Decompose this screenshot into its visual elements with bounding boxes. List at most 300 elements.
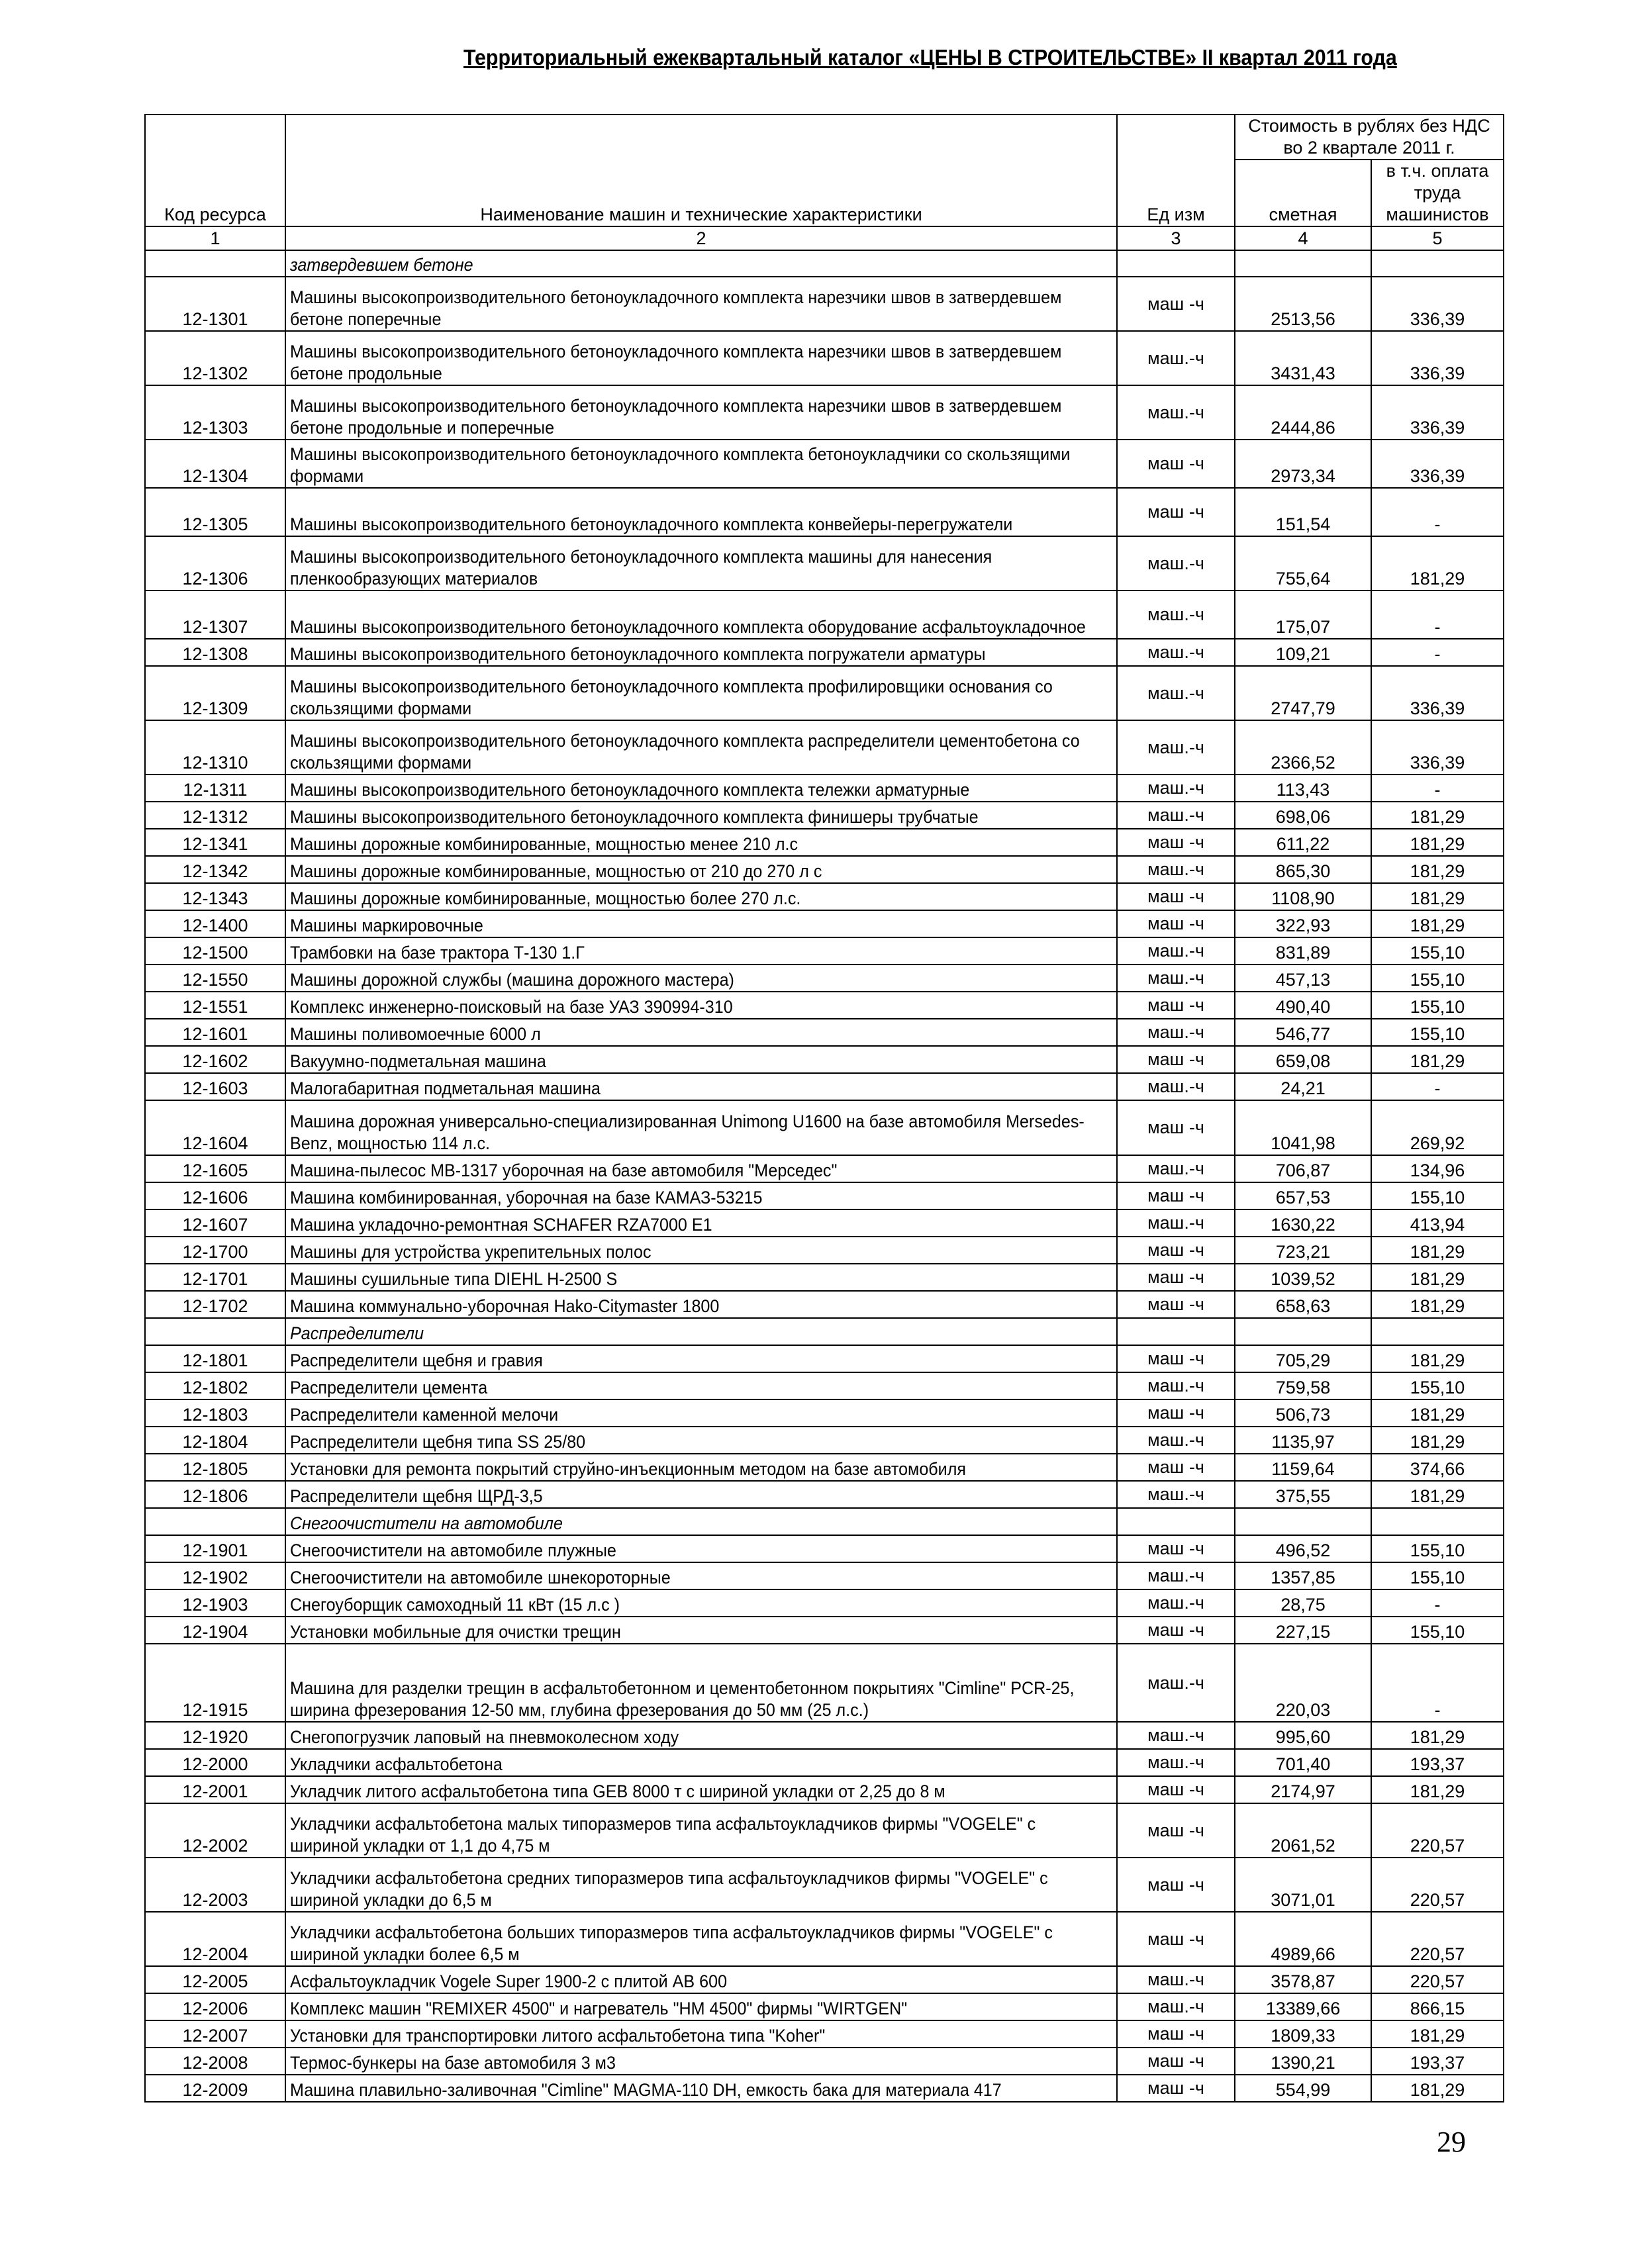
operator-labor-cost: 181,29 [1371, 2075, 1504, 2102]
machine-name-text: Машины дорожные комбинированные, мощностью менее 210 л.с [290, 834, 798, 854]
operator-labor-cost: 181,29 [1371, 1722, 1504, 1749]
table-row [145, 1776, 1504, 1803]
col-header-labor: в т.ч. оплата труда машинистов [1371, 160, 1504, 226]
machine-name [285, 666, 1117, 720]
resource-code: 12-1803 [145, 1399, 285, 1427]
machine-name-text: Комплекс инженерно-поисковый на базе УАЗ 390994-310 [290, 997, 733, 1017]
table-row [145, 937, 1504, 965]
machine-name [285, 1399, 1117, 1427]
estimated-cost: 490,40 [1235, 992, 1371, 1019]
table-row [145, 1993, 1504, 2020]
col-number: 3 [1117, 226, 1235, 250]
resource-code: 12-1915 [145, 1644, 285, 1722]
unit-of-measure: маш -ч [1117, 1100, 1235, 1155]
estimated-cost: 865,30 [1235, 856, 1371, 883]
machine-name [285, 1589, 1117, 1617]
machine-name-text: Машины высокопроизводительного бетоноукладочного комплекта конвейеры-перегружатели [290, 514, 1013, 534]
estimated-cost [1235, 250, 1371, 277]
unit-of-measure: маш.-ч [1117, 720, 1235, 775]
machine-name-text: Укладчики асфальтобетона средних типоразмеров типа асфальтоукладчиков фирмы "VOGELE" с шириной укладки до 6,5 м [290, 1868, 1048, 1910]
unit-of-measure: маш.-ч [1117, 1155, 1235, 1182]
estimated-cost: 2366,52 [1235, 720, 1371, 775]
operator-labor-cost [1371, 1318, 1504, 1345]
resource-code: 12-1312 [145, 802, 285, 829]
operator-labor-cost: 181,29 [1371, 802, 1504, 829]
unit-of-measure: маш -ч [1117, 992, 1235, 1019]
machine-name [285, 1508, 1117, 1535]
resource-code: 12-2003 [145, 1858, 285, 1912]
machine-name-text: Машина для разделки трещин в асфальтобетонном и цементобетонном покрытиях "Cimline" PCR-25, ширина фрезерования 12-50 мм, глубина фрезерования до 50 мм (25 л.с.) [290, 1678, 1075, 1720]
machine-name-text: затвердевшем бетоне [290, 255, 473, 275]
table-row [145, 1345, 1504, 1372]
estimated-cost: 2444,86 [1235, 385, 1371, 440]
estimated-cost: 701,40 [1235, 1749, 1371, 1776]
unit-of-measure: маш.-ч [1117, 385, 1235, 440]
operator-labor-cost: 155,10 [1371, 1617, 1504, 1644]
machine-name-text: Снегоочистители на автомобиле шнекороторные [290, 1568, 671, 1587]
resource-code: 12-1303 [145, 385, 285, 440]
machine-name-text: Машины высокопроизводительного бетоноукладочного комплекта бетоноукладчики со скользящими формами [290, 444, 1071, 486]
operator-labor-cost: 336,39 [1371, 331, 1504, 385]
machine-name [285, 440, 1117, 488]
table-row [145, 720, 1504, 775]
machine-name [285, 1209, 1117, 1237]
resource-code: 12-1310 [145, 720, 285, 775]
table-row [145, 1562, 1504, 1589]
operator-labor-cost: 336,39 [1371, 385, 1504, 440]
operator-labor-cost: 193,37 [1371, 1749, 1504, 1776]
machine-name [285, 639, 1117, 666]
catalog-header: Территориальный ежеквартальный каталог «ЦЕНЫ В СТРОИТЕЛЬСТВЕ» II квартал 2011 года [463, 45, 1397, 70]
estimated-cost: 227,15 [1235, 1617, 1371, 1644]
estimated-cost: 496,52 [1235, 1535, 1371, 1562]
machine-name-text: Снегоочистители на автомобиле [290, 1513, 563, 1533]
unit-of-measure: маш.-ч [1117, 965, 1235, 992]
machine-name-text: Машины для устройства укрепительных полос [290, 1242, 652, 1262]
estimated-cost: 2174,97 [1235, 1776, 1371, 1803]
machine-name-text: Машины высокопроизводительного бетоноукладочного комплекта профилировщики основания со скользящими формами [290, 677, 1053, 718]
resource-code: 12-2008 [145, 2048, 285, 2075]
machine-name-text: Распределители каменной мелочи [290, 1405, 559, 1425]
machine-name [285, 1481, 1117, 1508]
resource-code: 12-1308 [145, 639, 285, 666]
resource-code: 12-1605 [145, 1155, 285, 1182]
resource-code: 12-1903 [145, 1589, 285, 1617]
unit-of-measure: маш.-ч [1117, 1209, 1235, 1237]
machine-name-text: Машины высокопроизводительного бетоноукладочного комплекта оборудование асфальтоукладочное [290, 617, 1086, 637]
table-row [145, 1858, 1504, 1912]
table-row [145, 1803, 1504, 1858]
machine-name [285, 1345, 1117, 1372]
estimated-cost: 759,58 [1235, 1372, 1371, 1399]
machine-name [285, 1644, 1117, 1722]
operator-labor-cost: 155,10 [1371, 1372, 1504, 1399]
table-row [145, 1209, 1504, 1237]
estimated-cost: 2513,56 [1235, 277, 1371, 331]
machine-name-text: Машины высокопроизводительного бетоноукладочного комплекта нарезчики швов в затвердевшем бетоне поперечные [290, 287, 1062, 329]
estimated-cost: 546,77 [1235, 1019, 1371, 1046]
resource-code: 12-1904 [145, 1617, 285, 1644]
resource-code: 12-1302 [145, 331, 285, 385]
table-row [145, 488, 1504, 536]
operator-labor-cost: 181,29 [1371, 1237, 1504, 1264]
resource-code: 12-1341 [145, 829, 285, 856]
operator-labor-cost: - [1371, 1644, 1504, 1722]
operator-labor-cost: 155,10 [1371, 1562, 1504, 1589]
resource-code: 12-2005 [145, 1966, 285, 1993]
machine-name [285, 1776, 1117, 1803]
unit-of-measure [1117, 1318, 1235, 1345]
machine-name [285, 1019, 1117, 1046]
estimated-cost: 28,75 [1235, 1589, 1371, 1617]
machine-name [285, 1291, 1117, 1318]
unit-of-measure: маш -ч [1117, 2020, 1235, 2048]
machine-name-text: Асфальтоукладчик Vogele Super 1900-2 с плитой АВ 600 [290, 1971, 728, 1991]
resource-code [145, 250, 285, 277]
estimated-cost: 3431,43 [1235, 331, 1371, 385]
resource-code: 12-1701 [145, 1264, 285, 1291]
table-row [145, 440, 1504, 488]
machine-name [285, 1046, 1117, 1073]
machine-name-text: Снегоуборщик самоходный 11 кВт (15 л.с ) [290, 1595, 620, 1615]
table-row [145, 1644, 1504, 1722]
machine-name-text: Снегопогрузчик лаповый на пневмоколесном ходу [290, 1727, 679, 1747]
resource-code: 12-1606 [145, 1182, 285, 1209]
col-number: 2 [285, 226, 1117, 250]
col-header-estimate: сметная [1235, 160, 1371, 226]
machine-name-text: Машины высокопроизводительного бетоноукладочного комплекта финишеры трубчатые [290, 807, 979, 827]
operator-labor-cost: 336,39 [1371, 720, 1504, 775]
estimated-cost: 1390,21 [1235, 2048, 1371, 2075]
operator-labor-cost: 181,29 [1371, 1046, 1504, 1073]
operator-labor-cost: 181,29 [1371, 1481, 1504, 1508]
resource-code: 12-2009 [145, 2075, 285, 2102]
machine-name [285, 1993, 1117, 2020]
operator-labor-cost: 181,29 [1371, 856, 1504, 883]
operator-labor-cost: - [1371, 488, 1504, 536]
unit-of-measure: маш -ч [1117, 1264, 1235, 1291]
operator-labor-cost: 155,10 [1371, 992, 1504, 1019]
resource-code: 12-1603 [145, 1073, 285, 1100]
machine-name-text: Установки для транспортировки литого асфальтобетона типа "Koher" [290, 2026, 826, 2046]
operator-labor-cost: 155,10 [1371, 1535, 1504, 1562]
machine-name-text: Машина-пылесос МВ-1317 уборочная на базе автомобиля "Мерседес" [290, 1160, 838, 1180]
machine-name-text: Машина коммунально-уборочная Hako-Citymaster 1800 [290, 1296, 720, 1316]
unit-of-measure [1117, 250, 1235, 277]
machine-name [285, 1372, 1117, 1399]
table-row [145, 992, 1504, 1019]
machine-name [285, 1182, 1117, 1209]
operator-labor-cost: 155,10 [1371, 1019, 1504, 1046]
machine-name [285, 1100, 1117, 1155]
resource-code: 12-1342 [145, 856, 285, 883]
unit-of-measure: маш.-ч [1117, 1644, 1235, 1722]
page-number: 29 [1437, 2126, 1466, 2158]
estimated-cost: 322,93 [1235, 910, 1371, 937]
unit-of-measure: маш -ч [1117, 910, 1235, 937]
resource-code: 12-1604 [145, 1100, 285, 1155]
price-table [144, 114, 1504, 2103]
machine-name-text: Машины высокопроизводительного бетоноукладочного комплекта нарезчики швов в затвердевшем бетоне продольные и поперечные [290, 396, 1062, 438]
table-row [145, 829, 1504, 856]
estimated-cost: 706,87 [1235, 1155, 1371, 1182]
machine-name [285, 856, 1117, 883]
machine-name-text: Машина укладочно-ремонтная SCHAFER RZA7000 E1 [290, 1215, 712, 1235]
operator-labor-cost: 220,57 [1371, 1912, 1504, 1966]
col-header-unit: Ед изм [1117, 115, 1235, 226]
estimated-cost: 658,63 [1235, 1291, 1371, 1318]
unit-of-measure: маш -ч [1117, 1182, 1235, 1209]
resource-code [145, 1508, 285, 1535]
machine-name [285, 1237, 1117, 1264]
resource-code: 12-1806 [145, 1481, 285, 1508]
machine-name-text: Машины высокопроизводительного бетоноукладочного комплекта погружатели арматуры [290, 644, 986, 664]
machine-name [285, 2075, 1117, 2102]
resource-code: 12-1309 [145, 666, 285, 720]
unit-of-measure: маш.-ч [1117, 331, 1235, 385]
machine-name-text: Укладчики асфальтобетона малых типоразмеров типа асфальтоукладчиков фирмы "VOGELE" с шириной укладки от 1,1 до 4,75 м [290, 1814, 1036, 1856]
table-row [145, 2075, 1504, 2102]
resource-code: 12-2007 [145, 2020, 285, 2048]
estimated-cost: 657,53 [1235, 1182, 1371, 1209]
table-row [145, 1046, 1504, 1073]
table-row [145, 1535, 1504, 1562]
machine-name [285, 331, 1117, 385]
machine-name [285, 1073, 1117, 1100]
unit-of-measure: маш.-ч [1117, 775, 1235, 802]
resource-code: 12-1702 [145, 1291, 285, 1318]
estimated-cost: 24,21 [1235, 1073, 1371, 1100]
unit-of-measure: маш -ч [1117, 2075, 1235, 2102]
machine-name [285, 775, 1117, 802]
operator-labor-cost: 181,29 [1371, 2020, 1504, 2048]
estimated-cost: 1809,33 [1235, 2020, 1371, 2048]
operator-labor-cost: 181,29 [1371, 1399, 1504, 1427]
unit-of-measure: маш.-ч [1117, 666, 1235, 720]
estimated-cost: 1108,90 [1235, 883, 1371, 910]
operator-labor-cost: - [1371, 1073, 1504, 1100]
table-row [145, 1237, 1504, 1264]
col-number: 5 [1371, 226, 1504, 250]
table-row [145, 666, 1504, 720]
resource-code: 12-1311 [145, 775, 285, 802]
machine-name [285, 488, 1117, 536]
table-row [145, 1019, 1504, 1046]
table-row [145, 1264, 1504, 1291]
unit-of-measure: маш -ч [1117, 1803, 1235, 1858]
resource-code: 12-1805 [145, 1454, 285, 1481]
estimated-cost: 1135,97 [1235, 1427, 1371, 1454]
machine-name-text: Установки для ремонта покрытий струйно-инъекционным методом на базе автомобиля [290, 1459, 966, 1479]
table-row [145, 1155, 1504, 1182]
machine-name-text: Распределители щебня ЩРД-3,5 [290, 1486, 543, 1506]
estimated-cost: 831,89 [1235, 937, 1371, 965]
resource-code: 12-1901 [145, 1535, 285, 1562]
table-row [145, 1454, 1504, 1481]
estimated-cost: 506,73 [1235, 1399, 1371, 1427]
machine-name [285, 2020, 1117, 2048]
estimated-cost: 2747,79 [1235, 666, 1371, 720]
resource-code: 12-1301 [145, 277, 285, 331]
estimated-cost: 375,55 [1235, 1481, 1371, 1508]
estimated-cost: 554,99 [1235, 2075, 1371, 2102]
estimated-cost: 723,21 [1235, 1237, 1371, 1264]
table-row [145, 331, 1504, 385]
machine-name-text: Машина плавильно-заливочная "Cimline" MAGMA-110 DH, емкость бака для материала 417 [290, 2080, 1002, 2100]
machine-name [285, 1454, 1117, 1481]
operator-labor-cost: 866,15 [1371, 1993, 1504, 2020]
operator-labor-cost [1371, 250, 1504, 277]
table-row [145, 1073, 1504, 1100]
resource-code: 12-1305 [145, 488, 285, 536]
machine-name [285, 1722, 1117, 1749]
table-row [145, 1481, 1504, 1508]
machine-name [285, 1155, 1117, 1182]
estimated-cost: 109,21 [1235, 639, 1371, 666]
unit-of-measure: маш.-ч [1117, 937, 1235, 965]
unit-of-measure: маш.-ч [1117, 1993, 1235, 2020]
unit-of-measure: маш -ч [1117, 277, 1235, 331]
unit-of-measure: маш.-ч [1117, 536, 1235, 591]
unit-of-measure: маш.-ч [1117, 1073, 1235, 1100]
machine-name-text: Снегоочистители на автомобиле плужные [290, 1540, 616, 1560]
table-row [145, 802, 1504, 829]
operator-labor-cost: 134,96 [1371, 1155, 1504, 1182]
operator-labor-cost: 220,57 [1371, 1858, 1504, 1912]
machine-name [285, 992, 1117, 1019]
col-header-cost-group: Стоимость в рублях без НДС во 2 квартале 2011 г. [1235, 115, 1504, 160]
estimated-cost: 3578,87 [1235, 1966, 1371, 1993]
resource-code: 12-1500 [145, 937, 285, 965]
estimated-cost: 220,03 [1235, 1644, 1371, 1722]
unit-of-measure: маш.-ч [1117, 1966, 1235, 1993]
unit-of-measure: маш.-ч [1117, 639, 1235, 666]
unit-of-measure: маш -ч [1117, 1617, 1235, 1644]
operator-labor-cost: 220,57 [1371, 1966, 1504, 1993]
machine-name [285, 385, 1117, 440]
machine-name-text: Трамбовки на базе трактора Т-130 1.Г [290, 943, 585, 963]
estimated-cost: 995,60 [1235, 1722, 1371, 1749]
operator-labor-cost: 181,29 [1371, 1291, 1504, 1318]
estimated-cost: 1159,64 [1235, 1454, 1371, 1481]
unit-of-measure: маш -ч [1117, 1291, 1235, 1318]
operator-labor-cost: 181,29 [1371, 1345, 1504, 1372]
table-row [145, 1100, 1504, 1155]
unit-of-measure: маш.-ч [1117, 1589, 1235, 1617]
estimated-cost: 175,07 [1235, 591, 1371, 639]
unit-of-measure: маш.-ч [1117, 1749, 1235, 1776]
col-header-name: Наименование машин и технические характеристики [285, 115, 1117, 226]
machine-name [285, 1562, 1117, 1589]
machine-name-text: Машины высокопроизводительного бетоноукладочного комплекта нарезчики швов в затвердевшем бетоне продольные [290, 342, 1062, 383]
estimated-cost: 659,08 [1235, 1046, 1371, 1073]
operator-labor-cost: 336,39 [1371, 666, 1504, 720]
machine-name-text: Машина дорожная универсально-специализированная Unimong U1600 на базе автомобиля Mersedes-Benz, мощностью 114 л.с. [290, 1111, 1085, 1153]
operator-labor-cost: 269,92 [1371, 1100, 1504, 1155]
unit-of-measure: маш -ч [1117, 1535, 1235, 1562]
table-row [145, 1399, 1504, 1427]
machine-name-text: Распределители [290, 1323, 424, 1343]
operator-labor-cost: 155,10 [1371, 1182, 1504, 1209]
unit-of-measure: маш -ч [1117, 1776, 1235, 1803]
unit-of-measure: маш -ч [1117, 488, 1235, 536]
operator-labor-cost: 374,66 [1371, 1454, 1504, 1481]
machine-name-text: Комплекс машин "REMIXER 4500" и нагреватель "HM 4500" фирмы "WIRTGEN" [290, 1999, 908, 2018]
table-row [145, 1749, 1504, 1776]
machine-name-text: Машины дорожные комбинированные, мощностью от 210 до 270 л с [290, 861, 822, 881]
resource-code: 12-1902 [145, 1562, 285, 1589]
estimated-cost: 705,29 [1235, 1345, 1371, 1372]
unit-of-measure: маш -ч [1117, 1454, 1235, 1481]
section-row [145, 1318, 1504, 1345]
machine-name [285, 1617, 1117, 1644]
unit-of-measure: маш -ч [1117, 1237, 1235, 1264]
machine-name [285, 1535, 1117, 1562]
table-row [145, 1966, 1504, 1993]
estimated-cost: 4989,66 [1235, 1912, 1371, 1966]
machine-name-text: Машины дорожные комбинированные, мощностью более 270 л.с. [290, 888, 801, 908]
table-row [145, 1617, 1504, 1644]
operator-labor-cost: 181,29 [1371, 1776, 1504, 1803]
machine-name [285, 720, 1117, 775]
resource-code: 12-1551 [145, 992, 285, 1019]
operator-labor-cost: 181,29 [1371, 536, 1504, 591]
machine-name [285, 937, 1117, 965]
operator-labor-cost: 181,29 [1371, 1264, 1504, 1291]
table-row [145, 1372, 1504, 1399]
machine-name [285, 1427, 1117, 1454]
table-row [145, 277, 1504, 331]
estimated-cost: 3071,01 [1235, 1858, 1371, 1912]
resource-code: 12-1343 [145, 883, 285, 910]
machine-name-text: Вакуумно-подметальная машина [290, 1051, 546, 1071]
machine-name-text: Установки мобильные для очистки трещин [290, 1622, 621, 1642]
machine-name-text: Машина комбинированная, уборочная на базе КАМАЗ-53215 [290, 1188, 763, 1207]
operator-labor-cost: 336,39 [1371, 277, 1504, 331]
table-row [145, 965, 1504, 992]
operator-labor-cost: - [1371, 1589, 1504, 1617]
table-row [145, 1589, 1504, 1617]
resource-code: 12-1550 [145, 965, 285, 992]
machine-name-text: Укладчик литого асфальтобетона типа GEB 8000 т с шириной укладки от 2,25 до 8 м [290, 1781, 945, 1801]
section-row [145, 1508, 1504, 1535]
estimated-cost: 1357,85 [1235, 1562, 1371, 1589]
operator-labor-cost: 413,94 [1371, 1209, 1504, 1237]
estimated-cost: 698,06 [1235, 802, 1371, 829]
machine-name-text: Машины дорожной службы (машина дорожного мастера) [290, 970, 734, 990]
resource-code: 12-1306 [145, 536, 285, 591]
machine-name-text: Укладчики асфальтобетона больших типоразмеров типа асфальтоукладчиков фирмы "VOGELE" с шириной укладки более 6,5 м [290, 1922, 1053, 1964]
unit-of-measure: маш.-ч [1117, 1562, 1235, 1589]
machine-name-text: Машины высокопроизводительного бетоноукладочного комплекта машины для нанесения пленкообразующих материалов [290, 547, 992, 589]
resource-code: 12-1601 [145, 1019, 285, 1046]
machine-name [285, 910, 1117, 937]
unit-of-measure: маш.-ч [1117, 1372, 1235, 1399]
machine-name-text: Машины высокопроизводительного бетоноукладочного комплекта тележки арматурные [290, 780, 970, 800]
machine-name-text: Машины поливомоечные 6000 л [290, 1024, 541, 1044]
unit-of-measure: маш.-ч [1117, 802, 1235, 829]
estimated-cost: 2061,52 [1235, 1803, 1371, 1858]
resource-code: 12-1607 [145, 1209, 285, 1237]
operator-labor-cost [1371, 1508, 1504, 1535]
estimated-cost: 113,43 [1235, 775, 1371, 802]
machine-name-text: Малогабаритная подметальная машина [290, 1078, 601, 1098]
machine-name [285, 1264, 1117, 1291]
estimated-cost: 151,54 [1235, 488, 1371, 536]
table-row [145, 1427, 1504, 1454]
machine-name [285, 1912, 1117, 1966]
unit-of-measure: маш -ч [1117, 1858, 1235, 1912]
